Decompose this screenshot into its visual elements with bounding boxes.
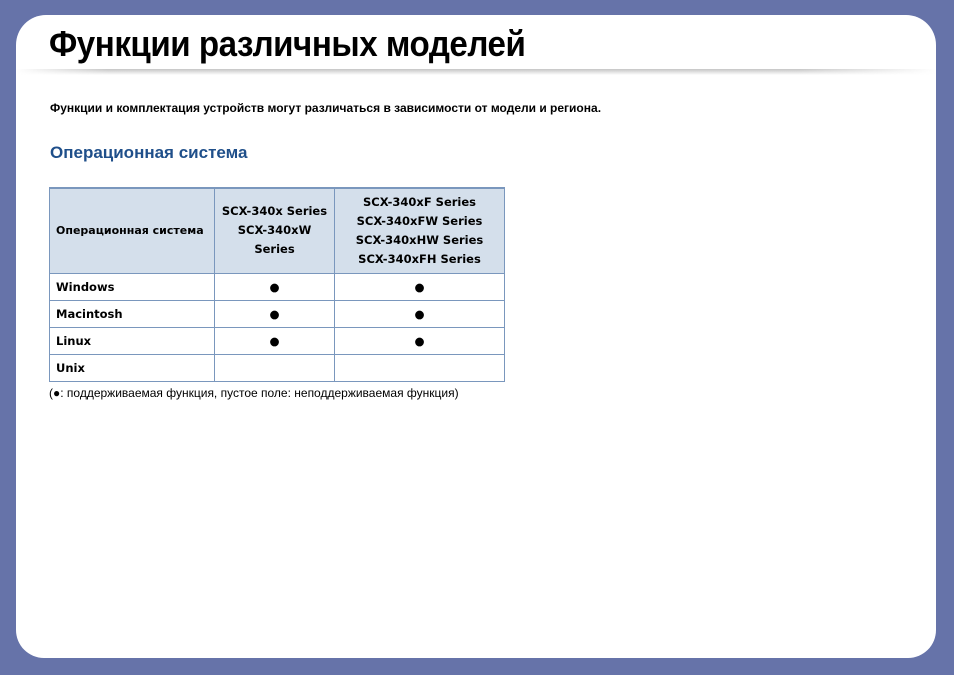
support-mark: ● [335, 273, 505, 300]
support-mark [335, 354, 505, 381]
header-model: SCX-340x Series [221, 204, 328, 219]
os-name: Windows [50, 273, 215, 300]
section-title: Операционная система [50, 143, 248, 162]
header-models-basic [215, 188, 335, 273]
os-name: Linux [50, 327, 215, 354]
table-footnote: (●: поддерживаемая функция, пустое поле: неподдерживаемая функция) [49, 386, 459, 400]
support-mark: ● [335, 327, 505, 354]
header-model: SCX-340xF Series [362, 194, 477, 209]
support-mark [215, 354, 335, 381]
header-models-fax [335, 188, 505, 273]
intro-text: Функции и комплектация устройств могут различаться в зависимости от модели и региона. [50, 101, 602, 115]
os-name: Macintosh [50, 300, 215, 327]
table-row [50, 300, 505, 327]
title-divider [16, 69, 936, 75]
table-row [50, 327, 505, 354]
header-model: SCX-340xFH Series [358, 251, 481, 266]
table-row [50, 354, 505, 381]
header-model: SCX-340xW Series [237, 223, 312, 257]
os-name: Unix [50, 354, 215, 381]
page-title: Функции различных моделей [49, 23, 526, 64]
support-mark: ● [215, 273, 335, 300]
support-mark: ● [215, 300, 335, 327]
support-mark: ● [335, 300, 505, 327]
header-model: SCX-340xFW Series [356, 213, 483, 228]
table-row [50, 273, 505, 300]
header-os: Операционная система [50, 188, 215, 273]
support-mark: ● [215, 327, 335, 354]
table-header-row [50, 188, 505, 273]
os-support-table [49, 187, 505, 382]
header-model: SCX-340xHW Series [355, 232, 484, 247]
page-panel [16, 15, 936, 658]
